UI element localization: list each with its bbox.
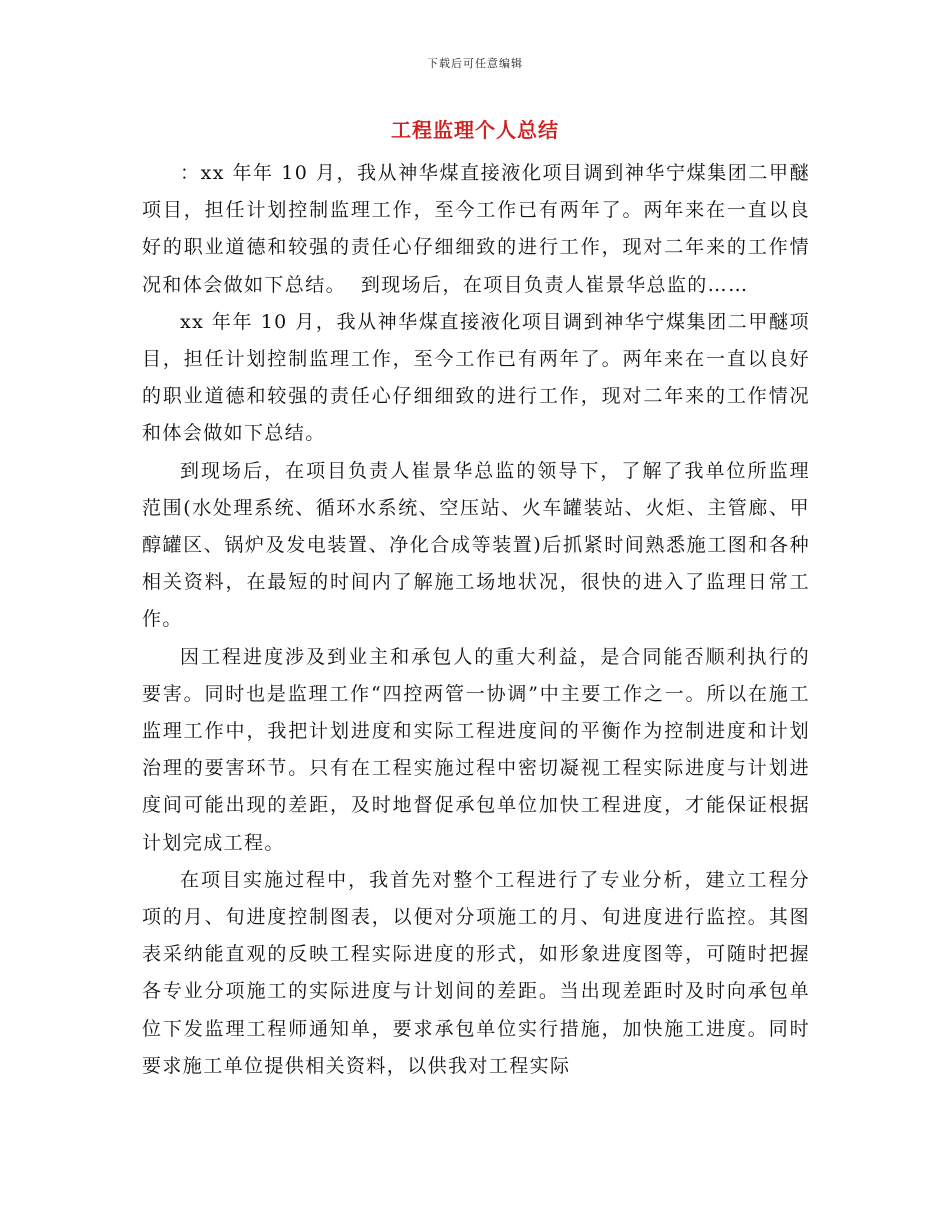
document-body [142, 155, 810, 1085]
paragraph: ：xx 年年 10 月，我从神华煤直接液化项目调到神华宁煤集团二甲醚项目，担任计划控制监理工作，至今工作已有两年了。两年来在一直以良好的职业道德和较强的责任心仔细细致的进行工作，现对二年来的工作情况和体会做如下总结。 到现场后，在项目负责人崔景华总监的…… [142, 162, 810, 296]
paragraph: 在项目实施过程中，我首先对整个工程进行了专业分析，建立工程分项的月、旬进度控制图表，以便对分项施工的月、旬进度进行监控。其图表采纳能直观的反映工程实际进度的形式，如形象进度图等，可随时把握各专业分项施工的实际进度与计划间的差距。当出现差距时及时向承包单位下发监理工程师通知单，要求承包单位实行措施，加快施工进度。同时要求施工单位提供相关资料，以供我对工程实际 [142, 868, 810, 1077]
paragraph: 因工程进度涉及到业主和承包人的重大利益，是合同能否顺利执行的要害。同时也是监理工作“四控两管一协调”中主要工作之一。所以在施工监理工作中，我把计划进度和实际工程进度间的平衡作为控制进度和计划治理的要害环节。只有在工程实施过程中密切凝视工程实际进度与计划进度间可能出现的差距，及时地督促承包单位加快工程进度，才能保证根据计划完成工程。 [142, 645, 810, 854]
header-note: 下载后可任意编辑 [427, 57, 523, 70]
paragraph: xx 年年 10 月，我从神华煤直接液化项目调到神华宁煤集团二甲醚项目，担任计划控制监理工作，至今工作已有两年了。两年来在一直以良好的职业道德和较强的责任心仔细细致的进行工作，现对二年来的工作情况和体会做如下总结。 [142, 310, 810, 445]
document-title: 工程监理个人总结 [391, 118, 559, 142]
paragraph: 到现场后，在项目负责人崔景华总监的领导下，了解了我单位所监理范围(水处理系统、循环水系统、空压站、火车罐装站、火炬、主管廊、甲醇罐区、锅炉及发电装置、净化合成等装置)后抓紧时间熟悉施工图和各种相关资料，在最短的时间内了解施工场地状况，很快的进入了监理日常工作。 [142, 459, 810, 631]
